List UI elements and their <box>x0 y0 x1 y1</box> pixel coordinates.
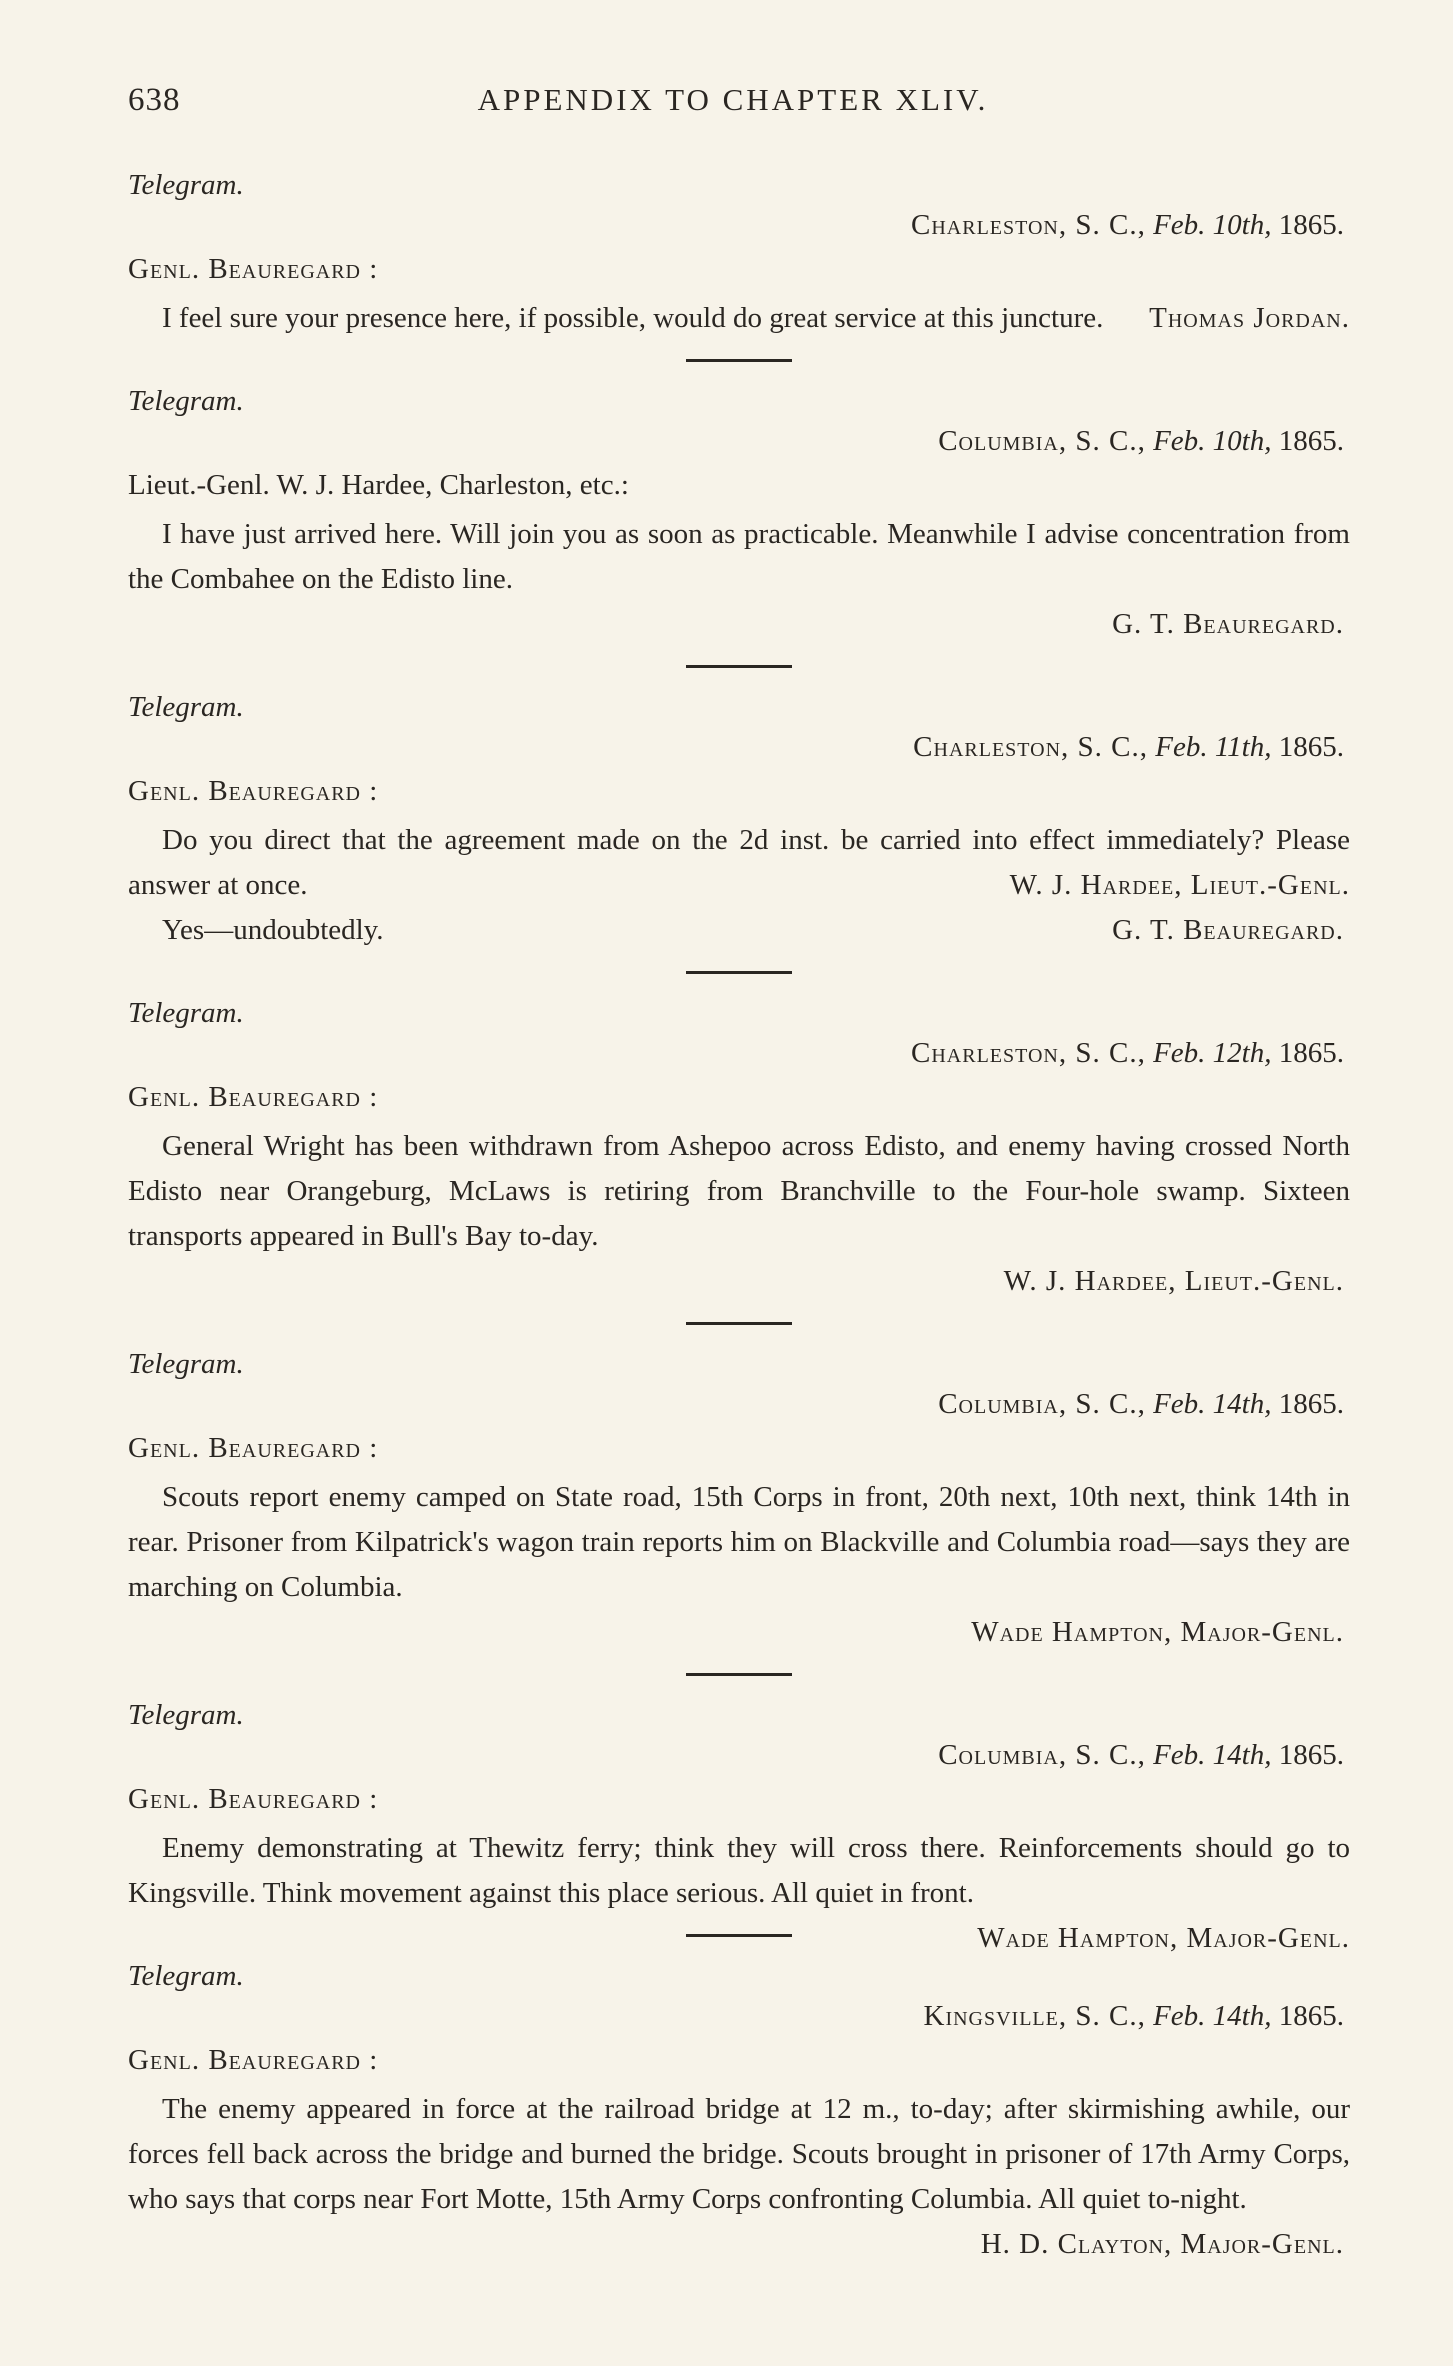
telegram-label: Telegram. <box>128 169 244 201</box>
telegram-label: Telegram. <box>128 385 244 417</box>
running-head: APPENDIX TO CHAPTER XLIV. <box>477 82 989 117</box>
dateline-date: Feb. 10th, <box>1153 425 1272 457</box>
dateline-date: Feb. 14th, <box>1153 1739 1272 1771</box>
addressee: Lieut.-Genl. W. J. Hardee, Charleston, etc.: <box>128 469 629 501</box>
dateline-date: Feb. 14th, <box>1153 1388 1272 1420</box>
signature: W. J. Hardee, Lieut.-Genl. <box>1003 1265 1344 1297</box>
telegram-text: I feel sure your presence here, if possible, would do great service at this juncture. <box>162 302 1104 334</box>
dateline-date: Feb. 11th, <box>1155 731 1272 763</box>
signature: Wade Hampton, Major-Genl. <box>971 1616 1344 1648</box>
telegram <box>128 1959 1350 2267</box>
telegram-label: Telegram. <box>128 1960 244 1992</box>
page-header <box>128 82 1338 130</box>
addressee: Genl. Beauregard : <box>128 2044 379 2076</box>
section-divider <box>686 1673 792 1676</box>
telegram <box>128 690 1350 974</box>
dateline-place: Columbia, S. C., <box>938 425 1146 457</box>
dateline <box>128 1738 1350 1782</box>
telegram <box>128 384 1350 668</box>
signature: H. D. Clayton, Major-Genl. <box>980 2228 1344 2260</box>
dateline-year: 1865. <box>1278 731 1344 763</box>
telegram-label: Telegram. <box>128 691 244 723</box>
signature: W. J. Hardee, Lieut.-Genl. <box>1009 869 1350 901</box>
dateline-year: 1865. <box>1278 425 1344 457</box>
signature: Thomas Jordan. <box>1149 302 1350 334</box>
dateline <box>128 1036 1350 1080</box>
telegram <box>128 1347 1350 1676</box>
dateline-year: 1865. <box>1278 1037 1344 1069</box>
addressee: Genl. Beauregard : <box>128 1783 379 1815</box>
signature: Wade Hampton, Major-Genl. <box>977 1922 1350 1954</box>
addressee: Genl. Beauregard : <box>128 1081 379 1113</box>
telegram-label: Telegram. <box>128 1699 244 1731</box>
dateline-year: 1865. <box>1278 1388 1344 1420</box>
reply-line <box>128 908 1350 953</box>
dateline <box>128 208 1350 252</box>
section-divider <box>686 665 792 668</box>
dateline-place: Charleston, S. C., <box>911 209 1146 241</box>
dateline-year: 1865. <box>1278 1739 1344 1771</box>
dateline-place: Columbia, S. C., <box>938 1739 1146 1771</box>
dateline <box>128 424 1350 468</box>
addressee: Genl. Beauregard : <box>128 1432 379 1464</box>
section-divider <box>686 1934 792 1937</box>
section-divider <box>686 1322 792 1325</box>
telegram-body <box>128 296 1350 341</box>
dateline-place: Charleston, S. C., <box>913 731 1148 763</box>
telegram <box>128 1698 1350 1954</box>
reply-text: Yes—undoubtedly. <box>162 914 384 946</box>
dateline-place: Charleston, S. C., <box>911 1037 1146 1069</box>
dateline-date: Feb. 12th, <box>1153 1037 1272 1069</box>
dateline-place: Columbia, S. C., <box>938 1388 1146 1420</box>
dateline <box>128 1999 1350 2043</box>
addressee: Genl. Beauregard : <box>128 253 379 285</box>
dateline-date: Feb. 10th, <box>1153 209 1272 241</box>
telegram-list <box>128 168 1350 2267</box>
telegram <box>128 996 1350 1325</box>
telegram-text: Scouts report enemy camped on State road, 15th Corps in front, 20th next, 10th next, think 14th in rear. Prisoner from Kilpatrick's wagon train reports him on Blackville and Columbia road—says they are marching on Columbia. <box>128 1481 1350 1603</box>
telegram-label: Telegram. <box>128 1348 244 1380</box>
telegram-text: Enemy demonstrating at Thewitz ferry; think they will cross there. Reinforcements should go to Kingsville. Think movement against this place serious. All quiet in front. <box>128 1832 1350 1909</box>
addressee: Genl. Beauregard : <box>128 775 379 807</box>
telegram-body <box>128 818 1350 908</box>
dateline-place: Kingsville, S. C., <box>923 2000 1146 2032</box>
dateline-year: 1865. <box>1278 209 1344 241</box>
telegram-label: Telegram. <box>128 997 244 1029</box>
reply-signature: G. T. Beauregard. <box>1112 914 1344 946</box>
dateline <box>128 1387 1350 1431</box>
telegram-text: General Wright has been withdrawn from Ashepoo across Edisto, and enemy having crossed North Edisto near Orangeburg, McLaws is retiring from Branchville to the Four-hole swamp. Sixteen transports appeared in Bull's Bay to-day. <box>128 1130 1350 1252</box>
page-number: 638 <box>128 82 181 118</box>
telegram-text: Do you direct that the agreement made on the 2d inst. be carried into effect immediately? Please answer at once. <box>128 824 1350 901</box>
section-divider <box>686 359 792 362</box>
dateline <box>128 730 1350 774</box>
telegram <box>128 168 1350 362</box>
telegram-text: The enemy appeared in force at the railroad bridge at 12 m., to-day; after skirmishing awhile, our forces fell back across the bridge and burned the bridge. Scouts brought in prisoner of 17th Army Corps, who says that corps near Fort Motte, 15th Army Corps confronting Columbia. All quiet to-night. <box>128 2093 1350 2215</box>
dateline-date: Feb. 14th, <box>1153 2000 1272 2032</box>
section-divider <box>686 971 792 974</box>
telegram-body <box>128 1826 1350 1954</box>
signature: G. T. Beauregard. <box>1112 608 1344 640</box>
telegram-text: I have just arrived here. Will join you as soon as practicable. Meanwhile I advise concentration from the Combahee on the Edisto line. <box>128 518 1350 595</box>
dateline-year: 1865. <box>1278 2000 1344 2032</box>
